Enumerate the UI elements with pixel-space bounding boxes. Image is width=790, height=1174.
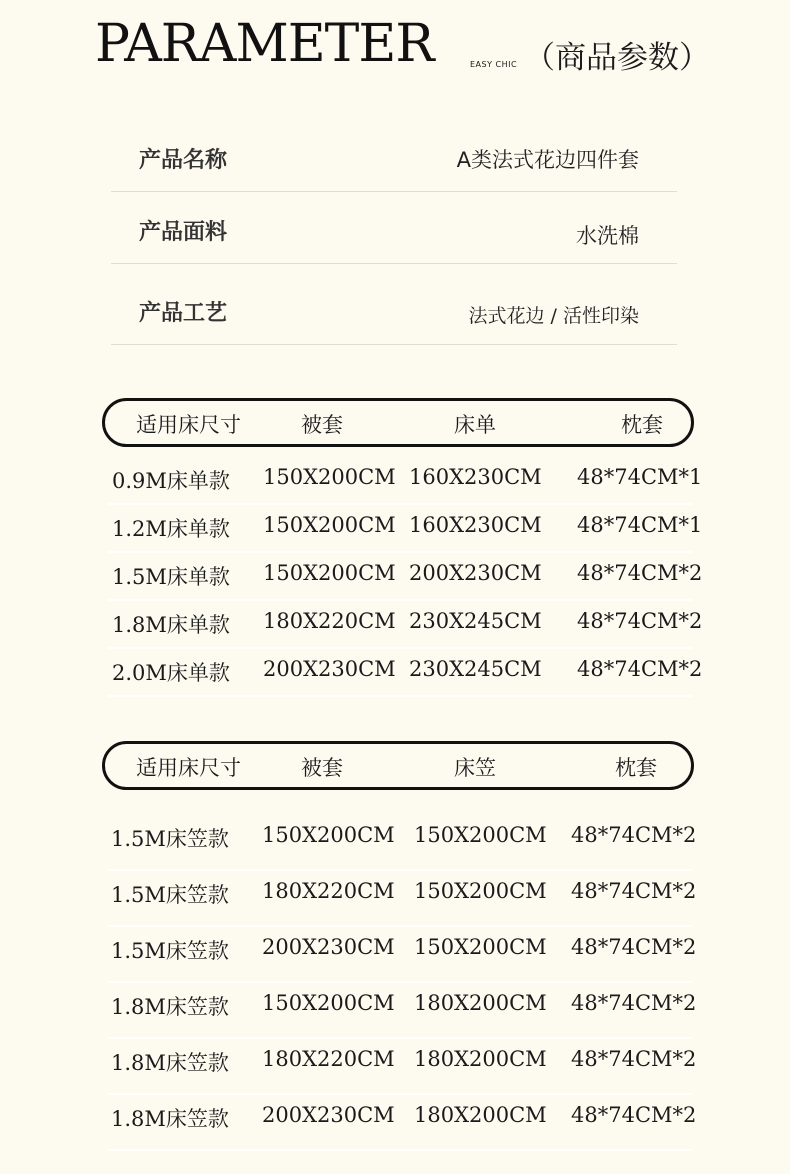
param-label: 产品面料 <box>139 220 228 245</box>
header-duvet: 被套 <box>301 756 343 780</box>
table-cell: 160X230CM <box>409 513 542 537</box>
table-cell: 1.8M床单款 <box>112 613 230 637</box>
param-value: 法式花边 / 活性印染 <box>468 305 639 327</box>
table-cell: 180X200CM <box>414 1047 547 1071</box>
table-cell: 2.0M床单款 <box>112 661 230 685</box>
table-cell: 150X200CM <box>414 823 547 847</box>
table-cell: 1.5M床笠款 <box>111 939 229 963</box>
table-cell: 150X200CM <box>414 935 547 959</box>
table-cell: 150X200CM <box>414 879 547 903</box>
table-row <box>108 551 703 601</box>
table-cell: 200X230CM <box>409 561 542 585</box>
product-params <box>111 118 677 345</box>
table-cell: 1.5M床笠款 <box>111 883 229 907</box>
table-row <box>108 1093 697 1151</box>
table-cell: 150X200CM <box>262 991 395 1015</box>
param-row-name <box>111 118 677 192</box>
param-value: 水洗棉 <box>576 224 639 248</box>
param-value: A类法式花边四件套 <box>456 148 639 172</box>
table-cell: 1.5M床笠款 <box>111 827 229 851</box>
table-cell: 48*74CM*2 <box>577 609 703 633</box>
table-cell: 1.8M床笠款 <box>111 1051 229 1075</box>
header-pillow: 枕套 <box>621 413 663 437</box>
table1-header <box>102 398 694 447</box>
table-cell: 200X230CM <box>263 657 396 681</box>
table-row <box>108 925 697 983</box>
page-title: PARAMETER <box>95 14 434 74</box>
table-cell: 48*74CM*2 <box>571 823 697 847</box>
table-cell: 48*74CM*1 <box>577 465 703 489</box>
table-cell: 48*74CM*2 <box>577 561 703 585</box>
table-cell: 1.5M床单款 <box>112 565 230 589</box>
table-cell: 48*74CM*2 <box>571 991 697 1015</box>
table-cell: 150X200CM <box>263 465 396 489</box>
table-cell: 48*74CM*2 <box>571 1047 697 1071</box>
param-row-fabric <box>111 192 677 264</box>
table-cell: 150X200CM <box>263 561 396 585</box>
header-pillow: 枕套 <box>615 756 657 780</box>
table-row <box>108 599 703 649</box>
table-cell: 230X245CM <box>409 657 542 681</box>
table-cell: 160X230CM <box>409 465 542 489</box>
table2-header <box>102 741 694 790</box>
table-cell: 48*74CM*2 <box>571 1103 697 1127</box>
param-label: 产品工艺 <box>139 301 228 326</box>
param-row-craft <box>111 264 677 345</box>
page-subtitle: （商品参数） <box>524 40 710 76</box>
table-cell: 48*74CM*1 <box>577 513 703 537</box>
header-size: 适用床尺寸 <box>136 756 241 780</box>
header-size: 适用床尺寸 <box>136 413 241 437</box>
table-cell: 48*74CM*2 <box>571 879 697 903</box>
table-cell: 48*74CM*2 <box>571 935 697 959</box>
table-cell: 150X200CM <box>263 513 396 537</box>
brand-tag: EASY CHIC <box>470 60 518 69</box>
param-label: 产品名称 <box>139 148 228 173</box>
table-cell: 230X245CM <box>409 609 542 633</box>
table-row <box>108 503 703 553</box>
table-cell: 180X220CM <box>262 879 395 903</box>
table-cell: 150X200CM <box>262 823 395 847</box>
header-sheet: 床单 <box>454 413 496 437</box>
table-row <box>108 647 703 697</box>
table-cell: 1.2M床单款 <box>112 517 230 541</box>
table-cell: 180X200CM <box>414 1103 547 1127</box>
table-cell: 200X230CM <box>262 1103 395 1127</box>
table-row <box>108 869 697 927</box>
header-fitted: 床笠 <box>454 756 496 780</box>
table-cell: 0.9M床单款 <box>112 469 230 493</box>
table-cell: 200X230CM <box>262 935 395 959</box>
table-cell: 48*74CM*2 <box>577 657 703 681</box>
table-row <box>108 981 697 1039</box>
table-row <box>108 813 697 871</box>
table-cell: 180X220CM <box>263 609 396 633</box>
table-cell: 1.8M床笠款 <box>111 995 229 1019</box>
table-row <box>108 1037 697 1095</box>
header-duvet: 被套 <box>301 413 343 437</box>
table-row <box>108 455 703 505</box>
table-cell: 1.8M床笠款 <box>111 1107 229 1131</box>
table-cell: 180X200CM <box>414 991 547 1015</box>
table-cell: 180X220CM <box>262 1047 395 1071</box>
